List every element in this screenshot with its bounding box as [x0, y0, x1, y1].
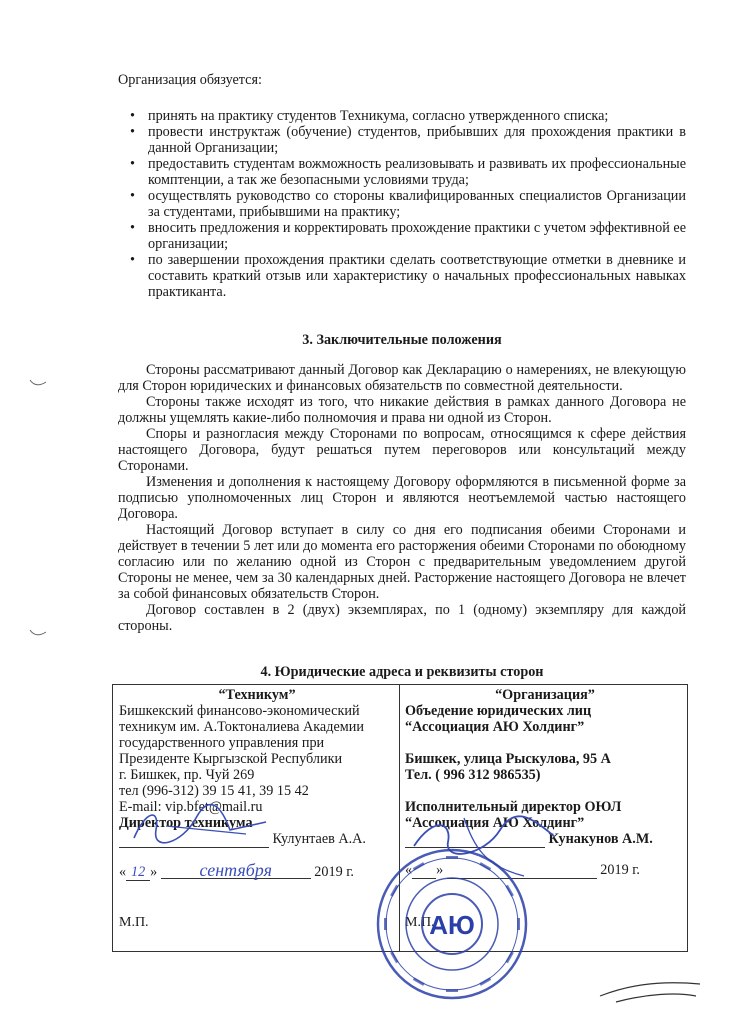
obligations-intro: Организация обязуется:: [118, 72, 262, 88]
left-party-line: Президенте Кыргызской Республики: [119, 751, 343, 767]
pen-scribble: [596, 976, 706, 1006]
left-date-row: [119, 862, 395, 881]
right-party-name: Объедение юридических лиц: [405, 703, 592, 719]
date-quote: «: [405, 862, 413, 878]
right-director-label: Исполнительный директор ОЮЛ: [405, 799, 622, 815]
bullet-icon: •: [130, 124, 135, 140]
obligations-list: [118, 108, 686, 300]
left-party-line: тел (996-312) 39 15 41, 39 15 42: [119, 783, 309, 799]
section-3-body: [118, 362, 686, 634]
left-party-line: г. Бишкек, пр. Чуй 269: [119, 767, 255, 783]
right-date-year: 2019 г.: [600, 862, 640, 878]
section-4-title: 4. Юридические адреса и реквизиты сторон: [260, 664, 544, 680]
list-item: • осуществлять руководство со стороны квалифицированных специалистов Организации за студентами, прибывшими на практику;: [130, 188, 686, 220]
bullet-icon: •: [130, 252, 135, 268]
list-item: • предоставить студентам вожможность реализовывать и развивать их профессиональные комптенции, а так же безопасными условиями труда;: [130, 156, 686, 188]
paragraph: Договор составлен в 2 (двух) экземплярах, по 1 (одному) экземпляру для каждой стороны.: [118, 602, 686, 634]
stamp-center-text: АЮ: [429, 910, 475, 940]
left-party-heading: “Техникум”: [218, 687, 296, 703]
date-quote: »: [436, 862, 444, 878]
left-mp-label: М.П.: [119, 915, 149, 930]
bullet-icon: •: [130, 108, 135, 124]
section-3-title: 3. Заключительные положения: [302, 332, 502, 348]
left-handwritten-signature: [126, 800, 276, 850]
list-item: • принять на практику студентов Техникума, согласно утвержденного списка;: [130, 108, 609, 124]
right-party-phone: Тел. ( 996 312 986535): [405, 767, 541, 783]
paragraph: Изменения и дополнения к настоящему Договору оформляются в письменной форме за подписью уполномоченных лиц Сторон и являются неотъемлемой частью настоящего Договора.: [118, 474, 686, 522]
paragraph: Стороны также исходят из того, что никакие действия в рамках данного Договора не должны ущемлять какие-либо полномочия и права ни одной из Сторон.: [118, 394, 686, 426]
bullet-icon: •: [130, 220, 135, 236]
organization-stamp-icon: [372, 844, 532, 1004]
left-director-label: Директор техникума: [119, 815, 253, 831]
left-director-name: Кулунтаев А.А.: [272, 831, 366, 847]
paragraph: Споры и разногласия между Сторонами по вопросам, относящимся к сфере действия настоящего Договора, будут решаться путем переговоров или консультаций между Сторонами.: [118, 426, 686, 474]
list-item: • по завершении прохождения практики сделать соответствующие отметки в дневнике и составить краткий отзыв или характеристику о начальных профессиональных навыках практиканта.: [130, 252, 686, 300]
left-party-email: E-mail: vip.bfet@mail.ru: [119, 799, 263, 815]
list-item: • провести инструктаж (обучение) студентов, прибывших для прохождения практики в данной Организации;: [130, 124, 686, 156]
list-item: • вносить предложения и корректировать прохождение практики с учетом эффективной ее организации;: [130, 220, 686, 252]
date-quote: «: [119, 864, 127, 880]
scan-mark: [28, 628, 48, 638]
left-party-cell: [119, 687, 395, 881]
paragraph: Стороны рассматривают данный Договор как Декларацию о намерениях, не влекующую для Сторон юридических и финансовых обязательств по совместной деятельности.: [118, 362, 686, 394]
right-director-label: “Ассоциация АЮ Холдинг”: [405, 815, 585, 831]
paragraph: Настоящий Договор вступает в силу со дня его подписания обеими Сторонами и действует в течении 5 лет или до момента его расторжения обеими Сторонами по обоюдному согласию или по желанию одной из Сторон с предварительным уведомлением другой Стороны не менее, чем за 30 календарных дней. Расторжение настоящего Договора не влечет за собой финансовых обязательств Сторон.: [118, 522, 686, 602]
left-date-day: 12: [126, 864, 150, 881]
right-party-heading: “Организация”: [495, 687, 595, 703]
bullet-icon: •: [130, 156, 135, 172]
right-mp-label: М.П.: [405, 915, 435, 930]
right-director-name: Кунакунов А.М.: [548, 831, 653, 847]
left-party-line: государственного управления при: [119, 735, 325, 751]
left-date-month: сентября: [161, 862, 311, 879]
left-party-line: Бишкекский финансово-экономический: [119, 703, 360, 719]
date-quote: »: [150, 864, 158, 880]
right-party-address: Бишкек, улица Рыскулова, 95 А: [405, 751, 611, 767]
scan-mark: [28, 378, 48, 388]
bullet-icon: •: [130, 188, 135, 204]
left-party-line: техникум им. А.Токтоналиева Академии: [119, 719, 364, 735]
left-date-year: 2019 г.: [314, 864, 354, 880]
right-party-name: “Ассоциация АЮ Холдинг”: [405, 719, 585, 735]
